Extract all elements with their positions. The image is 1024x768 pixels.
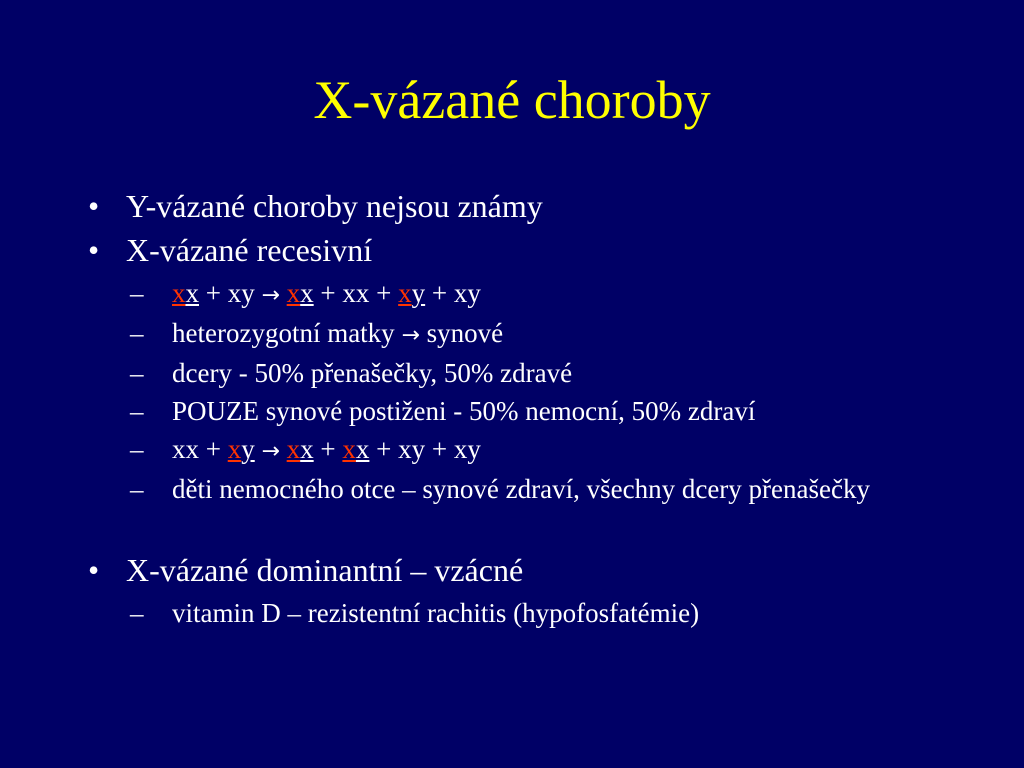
genotype: xx: [342, 278, 370, 308]
sub-text: dcery - 50% přenašečky, 50% zdravé: [172, 358, 573, 388]
allele-affected: x: [342, 434, 356, 464]
allele: x: [355, 434, 370, 464]
dash-icon: –: [130, 598, 144, 628]
sub-item-cross-1: [88, 278, 988, 311]
genotype: xy: [453, 278, 481, 308]
plus-sign: +: [431, 434, 448, 464]
allele-affected: x: [227, 434, 242, 464]
plus-sign: +: [205, 434, 221, 464]
arrow-right-icon: →: [261, 283, 280, 308]
sub-item-vitamin-d: [88, 598, 988, 629]
spacer: [88, 512, 988, 548]
bullet-icon: •: [88, 188, 100, 224]
plus-sign: +: [320, 434, 336, 464]
plus-sign: +: [376, 278, 392, 308]
sub-item-only-sons: [88, 396, 988, 427]
sub-item-cross-2: [88, 434, 988, 467]
allele-affected: x: [286, 278, 301, 308]
bullet-text: Y-vázané choroby nejsou známy: [126, 188, 543, 224]
bullet-item-x-dominant: [88, 548, 988, 592]
genotype: xx: [172, 434, 199, 464]
bullet-icon: •: [88, 552, 100, 588]
allele-affected: x: [286, 434, 301, 464]
slide-content: [88, 184, 988, 636]
bullet-item-y-linked: [88, 184, 988, 228]
dash-icon: –: [130, 434, 144, 464]
genotype: xy: [453, 434, 481, 464]
allele: y: [411, 278, 426, 308]
slide-title: X-vázané choroby: [313, 70, 711, 130]
genotype: xy: [227, 278, 255, 308]
plus-sign: +: [205, 278, 221, 308]
allele-affected: x: [398, 278, 412, 308]
sub-text: synové: [426, 318, 504, 348]
dash-icon: –: [130, 396, 144, 426]
arrow-right-icon: →: [261, 439, 280, 464]
genotype: xy: [398, 434, 426, 464]
sub-text: děti nemocného otce – synové zdraví, všechny dcery přenašečky: [172, 474, 870, 504]
bullet-icon: •: [88, 232, 100, 268]
sub-item-daughters: [88, 358, 988, 389]
dash-icon: –: [130, 358, 144, 388]
dash-icon: –: [130, 474, 144, 504]
bullet-item-x-recessive: [88, 228, 988, 272]
plus-sign: +: [320, 278, 336, 308]
allele: x: [300, 434, 314, 464]
allele: x: [185, 278, 199, 308]
allele: x: [300, 278, 314, 308]
allele-affected: x: [172, 278, 186, 308]
sub-text: heterozygotní matky: [172, 318, 395, 348]
allele: y: [241, 434, 255, 464]
dash-icon: –: [130, 278, 144, 308]
plus-sign: +: [376, 434, 392, 464]
plus-sign: +: [431, 278, 448, 308]
bullet-text: X-vázané recesivní: [126, 232, 373, 268]
sub-item-heterozygous-mothers: [88, 318, 988, 351]
sub-text: POUZE synové postiženi - 50% nemocní, 50% zdraví: [172, 396, 756, 426]
sub-text: vitamin D – rezistentní rachitis (hypofosfatémie): [172, 598, 700, 628]
sub-item-children-affected-father: [88, 474, 932, 505]
dash-icon: –: [130, 318, 144, 348]
bullet-text: X-vázané dominantní – vzácné: [126, 552, 524, 588]
arrow-right-icon: →: [401, 323, 420, 348]
